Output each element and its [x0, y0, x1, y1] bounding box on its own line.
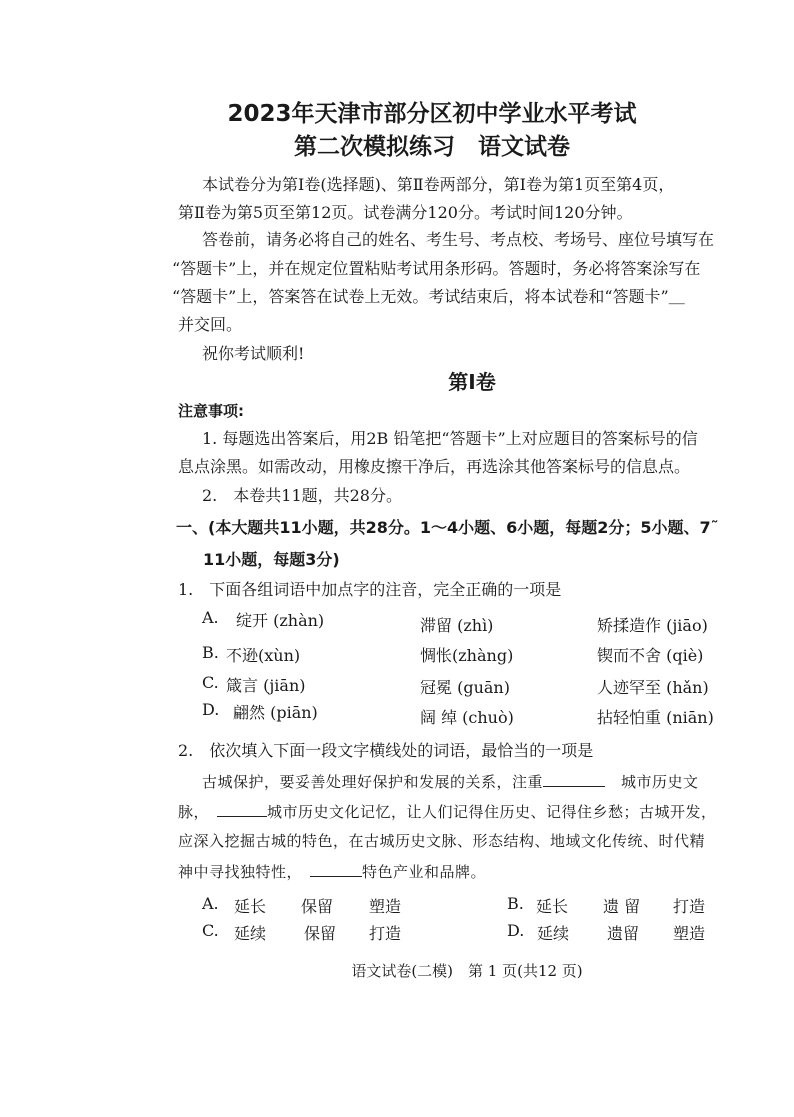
- option-word: 延续: [537, 924, 570, 943]
- fill-blank-3: [310, 860, 362, 877]
- option-word: 保留: [301, 897, 334, 916]
- passage-text: 神中寻找独特性，: [178, 863, 303, 881]
- notes-item1-line1: 1. 每题选出答案后，用2B 铅笔把“答题卡”上对应题目的答案标号的信: [202, 429, 698, 448]
- fill-blank-1: [543, 770, 605, 787]
- option-word: 遗 留: [603, 897, 641, 916]
- option-word: 翩然 (piān): [233, 703, 318, 722]
- passage-text: 城市历史文化记忆，让人们记得住历史、记得住乡愁；古城开发，: [267, 803, 717, 821]
- passage-text: 特色产业和品牌。: [362, 863, 487, 881]
- notes-item1-line2: 息点涂黑。如需改动，用橡皮擦干净后，再选涂其他答案标号的信息点。: [178, 457, 691, 476]
- section1-line2: 11小题，每题3分): [203, 550, 340, 569]
- option-word: 冠冕 (guān): [420, 678, 510, 697]
- option-label: B.: [507, 894, 524, 913]
- intro-p1-line2: 第Ⅱ卷为第5页至第12页。试卷满分120分。考试时间120分钟。: [178, 203, 633, 222]
- option-word: 打造: [369, 924, 402, 943]
- intro-p1-line1: 本试卷分为第Ⅰ卷(选择题)、第Ⅱ卷两部分，第Ⅰ卷为第1页至第4页，: [202, 175, 675, 194]
- option-word: 不逊(xùn): [226, 646, 301, 665]
- q2-passage-line3: 应深入挖掘古城的特色，在古城历史文脉、形态结构、地域文化传统、时代精: [178, 832, 706, 850]
- option-word: 打造: [673, 897, 706, 916]
- passage-text: 脉，: [178, 803, 210, 821]
- option-word: 人迹罕至 (hǎn): [597, 678, 709, 697]
- option-label: C.: [202, 673, 219, 692]
- q2-passage-line4: [178, 860, 486, 882]
- option-word: 保留: [304, 924, 337, 943]
- intro-p2-line3: “答题卡”上，答案答在试卷上无效。考试结束后，将本试卷和“答题卡”＿: [172, 287, 685, 306]
- notes-item2: 2. 本卷共11题，共28分。: [202, 486, 402, 505]
- option-word: 惆怅(zhàng): [420, 646, 514, 665]
- intro-p2-line2: “答题卡”上，并在规定位置粘贴考试用条形码。答题时，务必将答案涂写在: [172, 259, 701, 278]
- option-word: 塑造: [673, 924, 706, 943]
- option-word: 滞留 (zhì): [420, 616, 494, 635]
- option-word: 延续: [234, 924, 267, 943]
- q2-passage-line2: [178, 800, 717, 822]
- option-word: 遗留: [607, 924, 640, 943]
- volume-heading: 第Ⅰ卷: [448, 370, 496, 394]
- intro-p2-line1: 答卷前，请务必将自己的姓名、考生号、考点校、考场号、座位号填写在: [202, 230, 715, 249]
- passage-text: 城市历史文: [621, 773, 699, 791]
- q1-stem: 1. 下面各组词语中加点字的注音，完全正确的一项是: [178, 580, 562, 599]
- intro-p2-line4: 并交回。: [178, 315, 243, 334]
- option-word: 延长: [234, 897, 267, 916]
- option-word: 绽开 (zhàn): [236, 611, 325, 630]
- option-word: 箴言 (jiān): [226, 676, 306, 695]
- q2-passage-line1: [202, 770, 699, 792]
- page-title: 2023年天津市部分区初中学业水平考试: [227, 101, 637, 127]
- option-word: 塑造: [369, 897, 402, 916]
- section1-line1: 一、(本大题共11小题，共28分。1～4小题、6小题，每题2分；5小题、7˜: [176, 518, 719, 537]
- option-word: 延长: [536, 897, 569, 916]
- option-word: 矫揉造作 (jiāo): [597, 616, 708, 635]
- option-label: C.: [202, 921, 219, 940]
- q2-stem: 2. 依次填入下面一段文字横线处的词语，最恰当的一项是: [178, 741, 594, 760]
- option-label: A.: [202, 894, 219, 913]
- intro-wish: 祝你考试顺利!: [202, 344, 305, 363]
- passage-text: 古城保护，要妥善处理好保护和发展的关系，注重: [202, 773, 544, 791]
- page-subtitle: 第二次模拟练习 语文试卷: [294, 134, 570, 160]
- notes-heading: 注意事项:: [178, 402, 244, 420]
- option-label: B.: [202, 643, 219, 662]
- option-label: D.: [202, 700, 220, 719]
- option-word: 阔 绰 (chuò): [420, 708, 514, 727]
- option-word: 拈轻怕重 (niān): [597, 708, 714, 727]
- fill-blank-2: [217, 800, 267, 817]
- option-label: A.: [202, 608, 219, 627]
- option-word: 锲而不舍 (qiè): [597, 646, 704, 665]
- page-footer: 语文试卷(二模) 第 1 页(共12 页): [351, 962, 583, 980]
- option-label: D.: [507, 921, 525, 940]
